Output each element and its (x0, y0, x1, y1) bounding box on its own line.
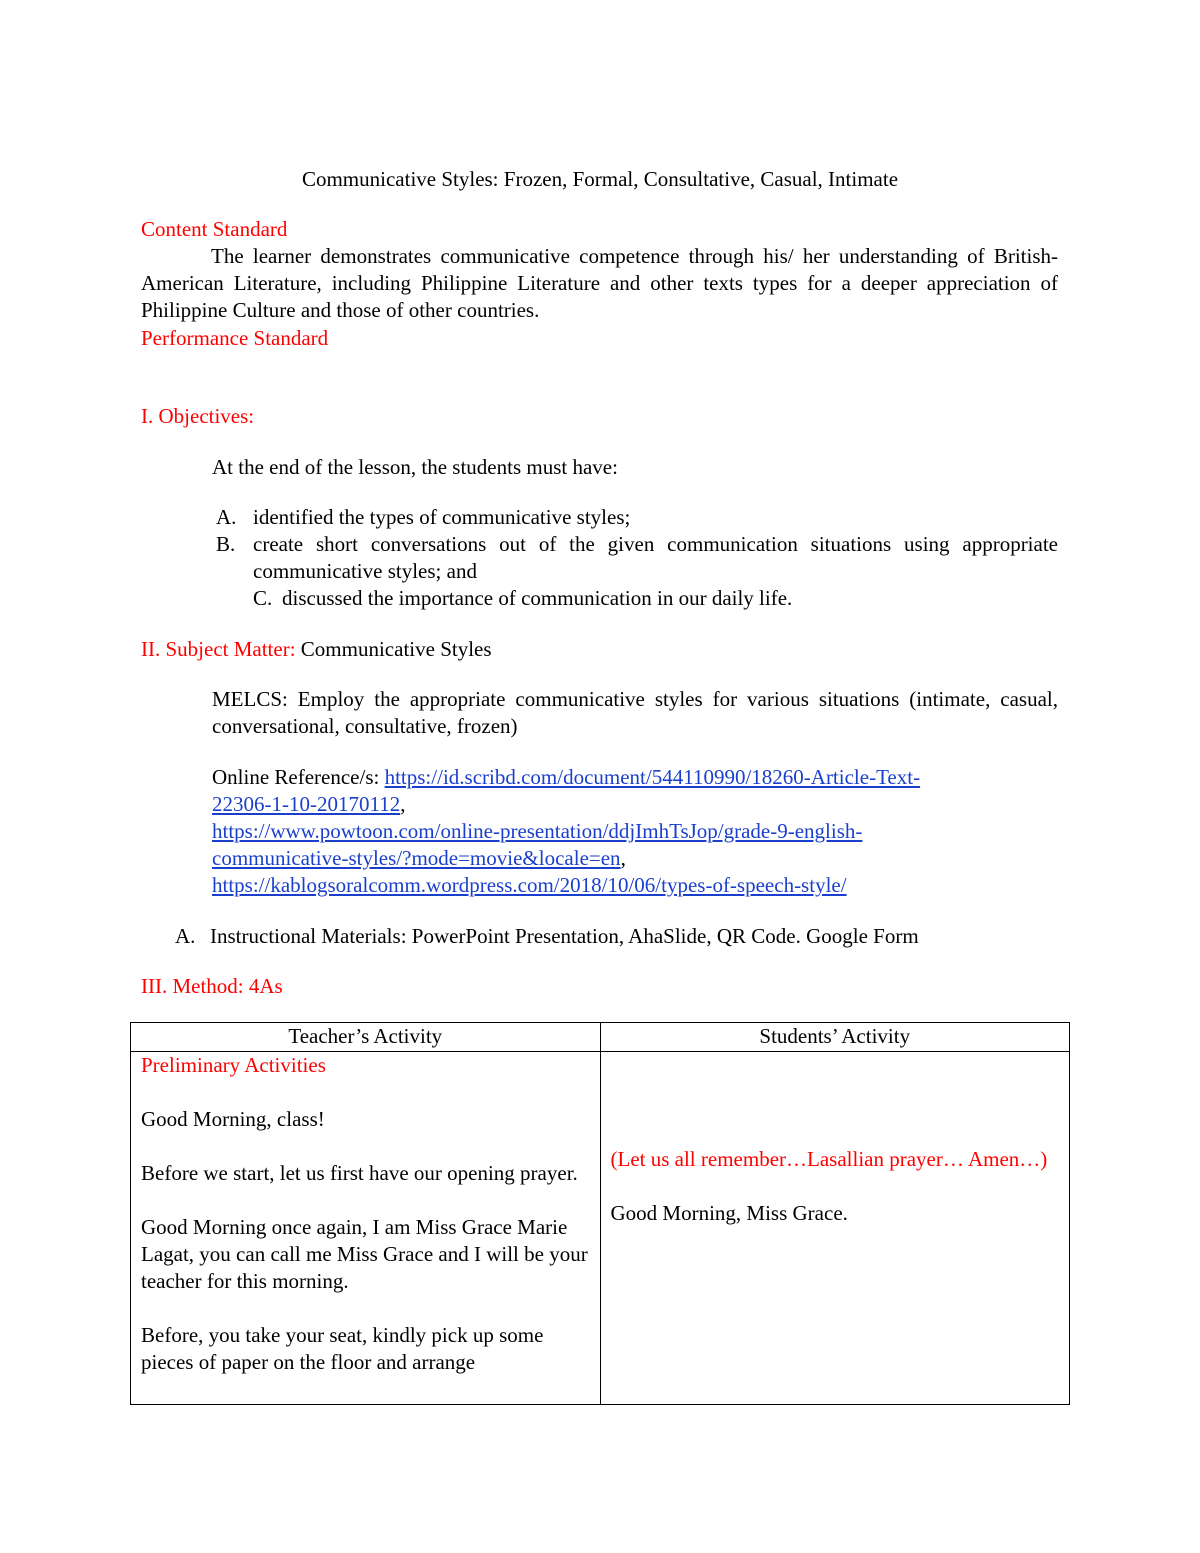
students-greeting: Good Morning, Miss Grace. (610, 1201, 848, 1225)
students-activity-cell (600, 1052, 1070, 1405)
objective-item-a: identified the types of communicative styles; (253, 505, 631, 529)
reference-link-powtoon-1[interactable]: https://www.powtoon.com/online-presentation/ddjImhTsJop/grade-9-english- (212, 819, 863, 843)
teacher-intro: Good Morning once again, I am Miss Grace Marie Lagat, you can call me Miss Grace and I will be your teacher for this morning. (141, 1215, 588, 1293)
melcs-text: MELCS: Employ the appropriate communicative styles for various situations (intimate, casual, conversational, consultative, frozen) (212, 687, 1058, 738)
content-standard-heading: Content Standard (141, 217, 288, 241)
objectives-heading: I. Objectives: (141, 404, 255, 428)
document-title: Communicative Styles: Frozen, Formal, Consultative, Casual, Intimate (301, 167, 899, 191)
performance-standard-heading: Performance Standard (141, 326, 329, 350)
reference-link-powtoon-2[interactable]: communicative-styles/?mode=movie&locale=en (212, 846, 621, 870)
objective-marker-c: C. (253, 586, 273, 610)
teacher-greeting: Good Morning, class! (141, 1107, 325, 1131)
content-standard-body: The learner demonstrates communicative competence through his/ her understanding of British-American Literature, including Philippine Literature and other texts types for a deeper appreciation of Philippine Culture and those of other countries. (141, 244, 1058, 322)
table-row (131, 1052, 1070, 1405)
references-label: Online Reference/s: (212, 765, 380, 789)
method-heading: III. Method: 4As (141, 974, 283, 998)
materials-marker: A. (175, 924, 196, 948)
activity-table (130, 1022, 1070, 1405)
preliminary-activities-heading: Preliminary Activities (141, 1053, 326, 1077)
table-header-row (131, 1023, 1070, 1052)
reference-separator: , (620, 846, 626, 870)
objective-item-c: discussed the importance of communication in our daily life. (282, 586, 793, 610)
objectives-intro: At the end of the lesson, the students must have: (212, 455, 618, 479)
objective-marker-a: A. (216, 505, 237, 529)
reference-link-kablogs[interactable]: https://kablogsoralcomm.wordpress.com/2018/10/06/types-of-speech-style/ (212, 873, 847, 897)
reference-link-scribd-1[interactable]: https://id.scribd.com/document/544110990/18260-Article-Text- (384, 765, 921, 789)
subject-matter-line (141, 636, 492, 663)
teacher-seat-instruction: Before, you take your seat, kindly pick up some pieces of paper on the floor and arrange (141, 1323, 544, 1374)
subject-matter-heading: II. Subject Matter: (141, 637, 296, 661)
online-references (212, 764, 1072, 899)
students-prayer: (Let us all remember…Lasallian prayer… Amen…) (610, 1147, 1048, 1171)
objective-marker-b: B. (216, 532, 236, 556)
instructional-materials: Instructional Materials: PowerPoint Presentation, AhaSlide, QR Code. Google Form (210, 924, 919, 948)
subject-matter-value: Communicative Styles (300, 637, 492, 661)
objective-item-b: create short conversations out of the given communication situations using appropriate communicative styles; and (253, 532, 1058, 583)
teacher-prayer: Before we start, let us first have our opening prayer. (141, 1161, 578, 1185)
students-activity-header: Students’ Activity (600, 1023, 1070, 1052)
teacher-activity-header: Teacher’s Activity (131, 1023, 601, 1052)
teacher-activity-cell (131, 1052, 601, 1405)
reference-link-scribd-2[interactable]: 22306-1-10-20170112 (212, 792, 401, 816)
reference-separator: , (400, 792, 406, 816)
